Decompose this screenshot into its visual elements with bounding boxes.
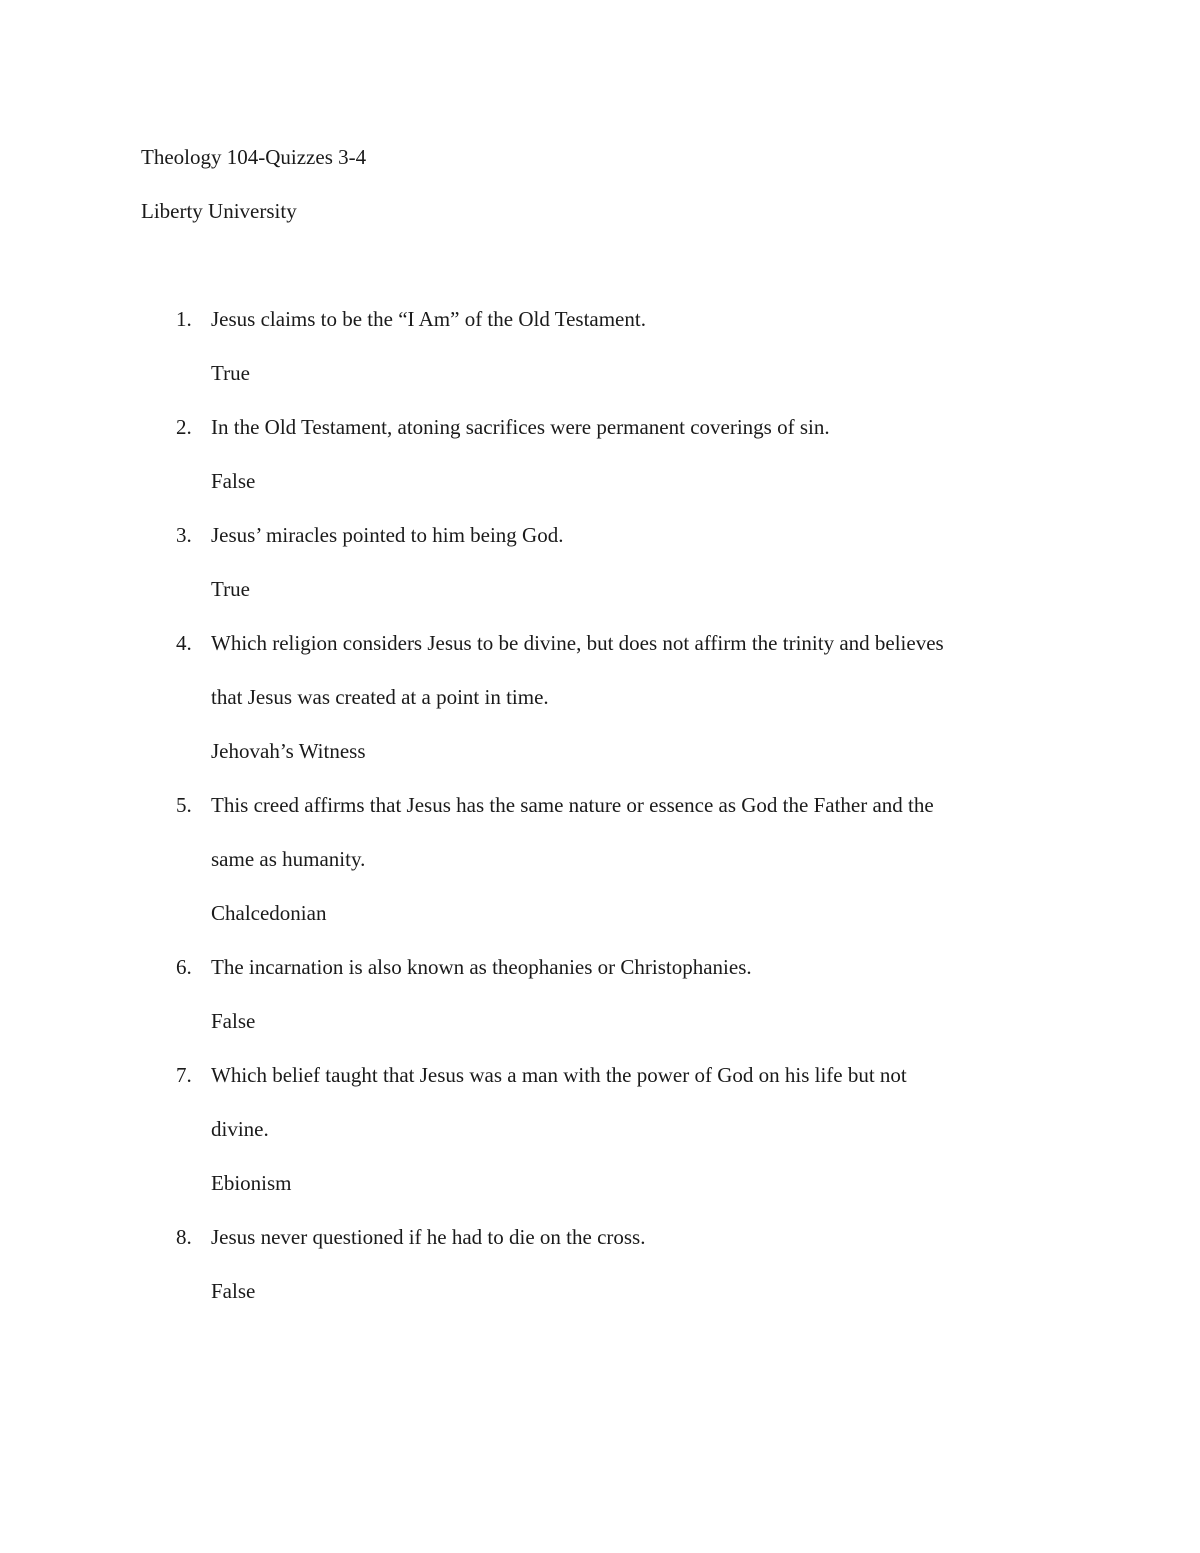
question-text-line: that Jesus was created at a point in time.	[211, 685, 549, 709]
answer-text: False	[211, 1279, 256, 1303]
answer-text: False	[211, 1009, 256, 1033]
answer-text: True	[211, 361, 250, 385]
institution-name: Liberty University	[141, 199, 297, 223]
question-text-line: Jesus claims to be the “I Am” of the Old Testament.	[211, 307, 646, 331]
question-text-line: Jesus never questioned if he had to die on the cross.	[211, 1225, 646, 1249]
document-header	[141, 130, 1101, 238]
question-text-line: same as humanity.	[211, 847, 366, 871]
question-text-line: This creed affirms that Jesus has the same nature or essence as God the Father and the	[211, 793, 934, 817]
question-text-line: Jesus’ miracles pointed to him being God.	[211, 523, 564, 547]
quiz-item	[141, 778, 1041, 940]
question-number: 7.	[176, 1063, 192, 1087]
question-text-line: The incarnation is also known as theophanies or Christophanies.	[211, 955, 752, 979]
quiz-item	[141, 292, 1041, 400]
question-number: 5.	[176, 793, 192, 817]
quiz-item	[141, 508, 1041, 616]
answer-text: Ebionism	[211, 1171, 292, 1195]
answer-text: Jehovah’s Witness	[211, 739, 366, 763]
quiz-item	[141, 616, 1041, 778]
answer-text: Chalcedonian	[211, 901, 327, 925]
question-number: 8.	[176, 1225, 192, 1249]
question-number: 2.	[176, 415, 192, 439]
quiz-item	[141, 1048, 1041, 1210]
quiz-item	[141, 400, 1041, 508]
question-number: 1.	[176, 307, 192, 331]
document-title: Theology 104-Quizzes 3-4	[141, 145, 367, 169]
question-text-line: Which religion considers Jesus to be divine, but does not affirm the trinity and believes	[211, 631, 944, 655]
question-number: 6.	[176, 955, 192, 979]
answer-text: True	[211, 577, 250, 601]
question-number: 4.	[176, 631, 192, 655]
question-number: 3.	[176, 523, 192, 547]
question-text-line: In the Old Testament, atoning sacrifices were permanent coverings of sin.	[211, 415, 830, 439]
question-text-line: divine.	[211, 1117, 269, 1141]
quiz-question-list	[141, 292, 1041, 1318]
quiz-item	[141, 1210, 1041, 1318]
quiz-item	[141, 940, 1041, 1048]
question-text-line: Which belief taught that Jesus was a man with the power of God on his life but not	[211, 1063, 907, 1087]
answer-text: False	[211, 469, 256, 493]
